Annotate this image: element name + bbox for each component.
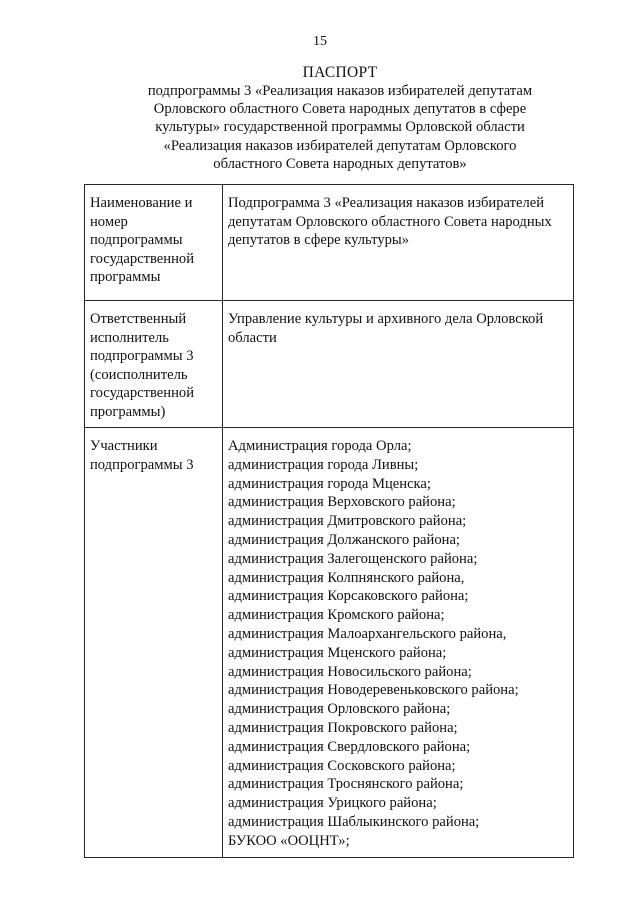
row-value-executor: Управление культуры и архивного дела Орловской области xyxy=(223,301,574,428)
row-label-executor: Ответственный исполнитель подпрограммы 3 (соисполнитель государственной программы) xyxy=(85,301,223,428)
participant-item: администрация Свердловского района; xyxy=(228,738,471,755)
document-subtitle: подпрограммы 3 «Реализация наказов избирателей депутатам Орловского областного Совета народных депутатов в сфере культуры» государственной программы Орловской области «Реализация наказов избирателей депутатам Орловского областного Совета народных депутатов» xyxy=(147,83,533,172)
participant-item: администрация Сосковского района; xyxy=(228,757,456,774)
participant-item: администрация Покровского района; xyxy=(228,719,458,736)
row-value-name: Подпрограмма 3 «Реализация наказов избирателей депутатам Орловского областного Совета народных депутатов в сфере культуры» xyxy=(223,185,574,301)
participant-item: администрация Должанского района; xyxy=(228,531,460,548)
participant-item: администрация Шаблыкинского района; xyxy=(228,813,480,830)
participant-item: администрация города Мценска; xyxy=(228,475,431,492)
participant-item: администрация Корсаковского района; xyxy=(228,588,469,605)
document-title: ПАСПОРТ xyxy=(302,64,378,81)
participant-item: администрация Новодеревеньковского района; xyxy=(228,682,519,699)
page-number: 15 xyxy=(313,34,327,49)
participant-item: администрация Урицкого района; xyxy=(228,795,437,812)
participant-item: Администрация города Орла; xyxy=(228,438,412,454)
row-label-participants: Участники подпрограммы 3 xyxy=(85,428,223,858)
participant-item: администрация города Ливны; xyxy=(228,456,419,473)
participant-item: БУКОО «ООЦНТ»; xyxy=(228,832,350,849)
participant-item: администрация Колпнянского района, xyxy=(228,569,465,586)
participant-item: администрация Троснянского района; xyxy=(228,776,464,793)
participants-list xyxy=(223,428,574,858)
row-label-name: Наименование и номер подпрограммы государственной программы xyxy=(85,185,223,301)
participant-item: администрация Верховского района; xyxy=(228,494,456,511)
participant-item: администрация Дмитровского района; xyxy=(228,513,467,530)
passport-table xyxy=(84,184,574,858)
participant-item: администрация Залегощенского района; xyxy=(228,550,478,567)
table-row-name xyxy=(85,185,574,301)
participant-item: администрация Новосильского района; xyxy=(228,663,472,680)
document-heading xyxy=(100,63,580,173)
table-row-executor xyxy=(85,301,574,428)
table-row-participants xyxy=(85,428,574,858)
participant-item: администрация Малоархангельского района, xyxy=(228,625,507,642)
participant-item: администрация Кромского района; xyxy=(228,607,445,624)
participant-item: администрация Орловского района; xyxy=(228,701,451,718)
participant-item: администрация Мценского района; xyxy=(228,644,447,661)
